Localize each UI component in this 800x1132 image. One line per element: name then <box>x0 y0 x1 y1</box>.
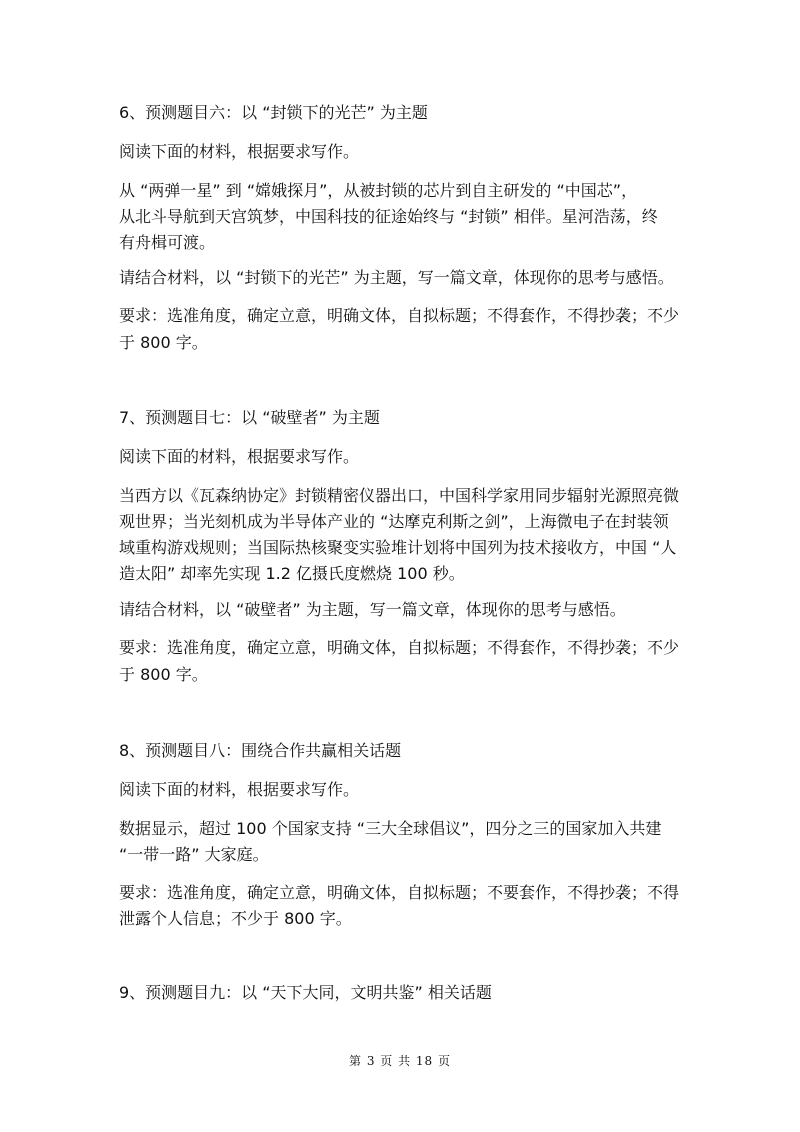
section-6-title: 6、预测题目六：以 “封锁下的光芒” 为主题 <box>119 103 428 122</box>
section-8-material-line-1: 数据显示，超过 100 个国家支持 “三大全球倡议”，四分之三的国家加入共建 <box>119 819 662 838</box>
page-number-footer: 第 3 页 共 18 页 <box>349 1054 451 1068</box>
section-6-material-line-1: 从 “两弹一星” 到 “嫦娥探月”，从被封锁的芯片到自主研发的 “中国芯”， <box>119 181 638 200</box>
section-6-material-line-2: 从北斗导航到天宫筑梦，中国科技的征途始终与 “封锁” 相伴。星河浩荡，终 <box>119 207 658 226</box>
section-7-intro: 阅读下面的材料，根据要求写作。 <box>119 447 360 466</box>
section-8-material-line-2: “一带一路” 大家庭。 <box>119 845 269 864</box>
section-8-requirement-line-2: 泄露个人信息；不少于 800 字。 <box>119 909 352 928</box>
section-7-requirement-line-2: 于 800 字。 <box>119 665 208 684</box>
section-7-material-line-3: 域重构游戏规则；当国际热核聚变实验堆计划将中国列为技术接收方，中国 “人 <box>119 538 677 557</box>
section-6-intro: 阅读下面的材料，根据要求写作。 <box>119 142 360 161</box>
section-7-material-line-4: 造太阳” 却率先实现 1.2 亿摄氏度燃烧 100 秒。 <box>119 564 465 583</box>
section-7-task: 请结合材料，以 “破壁者” 为主题，写一篇文章，体现你的思考与感悟。 <box>119 600 626 619</box>
section-6-requirement-line-1: 要求：选准角度，确定立意，明确文体，自拟标题；不得套作，不得抄袭；不少 <box>119 306 680 325</box>
section-7-requirement-line-1: 要求：选准角度，确定立意，明确文体，自拟标题；不得套作，不得抄袭；不少 <box>119 638 680 657</box>
section-6-material-line-3: 有舟楫可渡。 <box>119 233 216 252</box>
section-9-title: 9、预测题目九：以 “天下大同，文明共鉴” 相关话题 <box>119 983 492 1002</box>
section-7-material-line-1: 当西方以《瓦森纳协定》封锁精密仪器出口，中国科学家用同步辐射光源照亮微 <box>119 486 680 505</box>
section-7-title: 7、预测题目七：以 “破壁者” 为主题 <box>119 408 380 427</box>
section-8-title: 8、预测题目八：围绕合作共赢相关话题 <box>119 741 402 760</box>
section-8-requirement-line-1: 要求：选准角度，确定立意，明确文体，自拟标题；不要套作，不得抄袭；不得 <box>119 883 680 902</box>
section-7-material-line-2: 观世界；当光刻机成为半导体产业的 “达摩克利斯之剑”，上海微电子在封装领 <box>119 512 669 531</box>
section-8-intro: 阅读下面的材料，根据要求写作。 <box>119 780 360 799</box>
section-6-requirement-line-2: 于 800 字。 <box>119 333 208 352</box>
section-6-task: 请结合材料，以 “封锁下的光芒” 为主题，写一篇文章，体现你的思考与感悟。 <box>119 268 674 287</box>
